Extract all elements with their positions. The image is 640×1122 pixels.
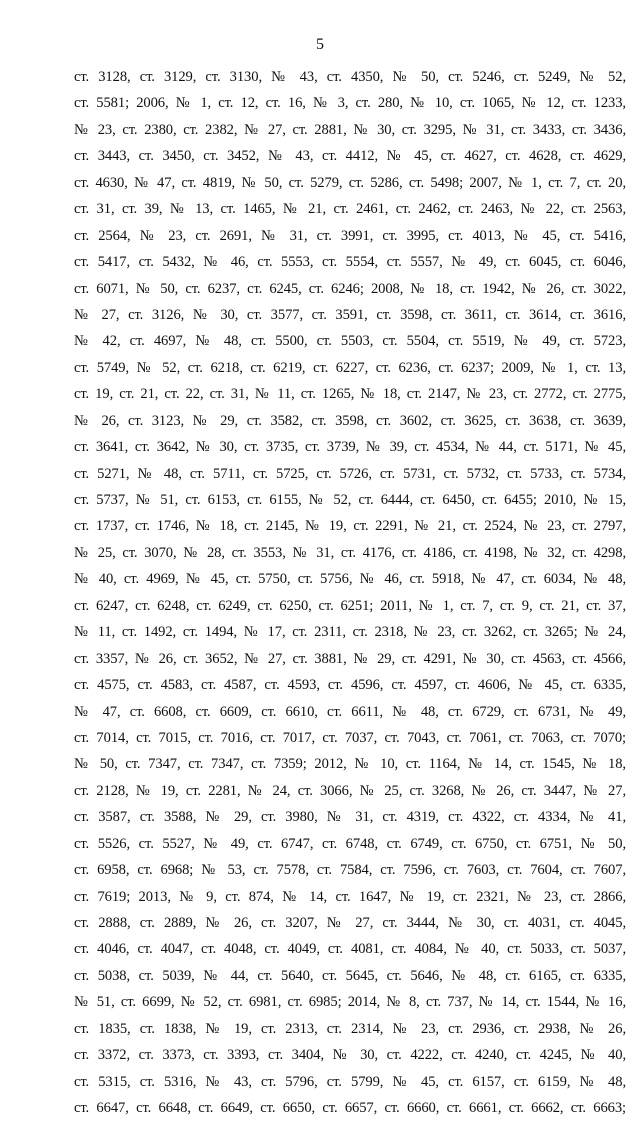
text-line: № 11, ст. 1492, ст. 1494, № 17, ст. 2311, ст. 2318, № 23, ст. 3262, ст. 3265; № 24, bbox=[74, 624, 626, 641]
text-line: ст. 3443, ст. 3450, ст. 3452, № 43, ст. 4412, № 45, ст. 4627, ст. 4628, ст. 4629, bbox=[74, 148, 626, 165]
text-line: ст. 7619; 2013, № 9, ст. 874, № 14, ст. 1647, № 19, ст. 2321, № 23, ст. 2866, bbox=[74, 888, 626, 905]
text-line: ст. 5749, № 52, ст. 6218, ст. 6219, ст. 6227, ст. 6236, ст. 6237; 2009, № 1, ст. 13, bbox=[74, 359, 626, 376]
text-line: № 27, ст. 3126, № 30, ст. 3577, ст. 3591, ст. 3598, ст. 3611, ст. 3614, ст. 3616, bbox=[74, 306, 626, 323]
text-line: ст. 5271, № 48, ст. 5711, ст. 5725, ст. 5726, ст. 5731, ст. 5732, ст. 5733, ст. 5734, bbox=[74, 465, 626, 482]
text-line: ст. 3357, № 26, ст. 3652, № 27, ст. 3881, № 29, ст. 4291, № 30, ст. 4563, ст. 4566, bbox=[74, 650, 626, 667]
text-line: № 47, ст. 6608, ст. 6609, ст. 6610, ст. 6611, № 48, ст. 6729, ст. 6731, № 49, bbox=[74, 703, 626, 720]
page-number: 5 bbox=[316, 36, 324, 53]
text-line: ст. 6958, ст. 6968; № 53, ст. 7578, ст. 7584, ст. 7596, ст. 7603, ст. 7604, ст. 7607, bbox=[74, 862, 626, 879]
text-line: ст. 31, ст. 39, № 13, ст. 1465, № 21, ст. 2461, ст. 2462, ст. 2463, № 22, ст. 2563, bbox=[74, 201, 626, 218]
text-line: ст. 6247, ст. 6248, ст. 6249, ст. 6250, ст. 6251; 2011, № 1, ст. 7, ст. 9, ст. 21, ст. 37, bbox=[74, 597, 626, 614]
text-line: № 26, ст. 3123, № 29, ст. 3582, ст. 3598, ст. 3602, ст. 3625, ст. 3638, ст. 3639, bbox=[74, 412, 626, 429]
body-text bbox=[74, 64, 626, 1122]
text-line: ст. 4575, ст. 4583, ст. 4587, ст. 4593, ст. 4596, ст. 4597, ст. 4606, № 45, ст. 6335, bbox=[74, 677, 626, 694]
text-line: ст. 5526, ст. 5527, № 49, ст. 6747, ст. 6748, ст. 6749, ст. 6750, ст. 6751, № 50, bbox=[74, 835, 626, 852]
text-line: ст. 19, ст. 21, ст. 22, ст. 31, № 11, ст. 1265, № 18, ст. 2147, № 23, ст. 2772, ст. 2775, bbox=[74, 386, 626, 403]
text-line: ст. 5737, № 51, ст. 6153, ст. 6155, № 52, ст. 6444, ст. 6450, ст. 6455; 2010, № 15, bbox=[74, 492, 626, 508]
text-line: ст. 3128, ст. 3129, ст. 3130, № 43, ст. 4350, № 50, ст. 5246, ст. 5249, № 52, bbox=[74, 69, 626, 85]
text-line: ст. 6071, № 50, ст. 6237, ст. 6245, ст. 6246; 2008, № 18, ст. 1942, № 26, ст. 3022, bbox=[74, 280, 626, 297]
text-line: ст. 3587, ст. 3588, № 29, ст. 3980, № 31, ст. 4319, ст. 4322, ст. 4334, № 41, bbox=[74, 809, 626, 826]
text-line: ст. 6647, ст. 6648, ст. 6649, ст. 6650, ст. 6657, ст. 6660, ст. 6661, ст. 6662, ст. 6663; bbox=[74, 1100, 626, 1117]
text-line: ст. 1835, ст. 1838, № 19, ст. 2313, ст. 2314, № 23, ст. 2936, ст. 2938, № 26, bbox=[74, 1020, 626, 1037]
text-line: № 51, ст. 6699, № 52, ст. 6981, ст. 6985; 2014, № 8, ст. 737, № 14, ст. 1544, № 16, bbox=[74, 994, 626, 1011]
text-line: ст. 2128, № 19, ст. 2281, № 24, ст. 3066, № 25, ст. 3268, № 26, ст. 3447, № 27, bbox=[74, 782, 626, 799]
text-line: № 40, ст. 4969, № 45, ст. 5750, ст. 5756, № 46, ст. 5918, № 47, ст. 6034, № 48, bbox=[74, 571, 626, 588]
text-line: ст. 4630, № 47, ст. 4819, № 50, ст. 5279, ст. 5286, ст. 5498; 2007, № 1, ст. 7, ст. 20, bbox=[74, 174, 626, 191]
text-line: № 23, ст. 2380, ст. 2382, № 27, ст. 2881, № 30, ст. 3295, № 31, ст. 3433, ст. 3436, bbox=[74, 121, 626, 138]
text-line: ст. 5581; 2006, № 1, ст. 12, ст. 16, № 3, ст. 280, № 10, ст. 1065, № 12, ст. 1233, bbox=[74, 95, 626, 112]
text-line: ст. 2564, № 23, ст. 2691, № 31, ст. 3991, ст. 3995, ст. 4013, № 45, ст. 5416, bbox=[74, 227, 626, 244]
text-line: ст. 1737, ст. 1746, № 18, ст. 2145, № 19, ст. 2291, № 21, ст. 2524, № 23, ст. 2797, bbox=[74, 518, 626, 535]
text-line: ст. 3641, ст. 3642, № 30, ст. 3735, ст. 3739, № 39, ст. 4534, № 44, ст. 5171, № 45, bbox=[74, 439, 626, 456]
text-line: ст. 2888, ст. 2889, № 26, ст. 3207, № 27, ст. 3444, № 30, ст. 4031, ст. 4045, bbox=[74, 915, 626, 931]
text-line: ст. 7014, ст. 7015, ст. 7016, ст. 7017, ст. 7037, ст. 7043, ст. 7061, ст. 7063, ст. 7070; bbox=[74, 729, 626, 746]
text-line: ст. 4046, ст. 4047, ст. 4048, ст. 4049, ст. 4081, ст. 4084, № 40, ст. 5033, ст. 5037, bbox=[74, 941, 626, 958]
text-line: № 25, ст. 3070, № 28, ст. 3553, № 31, ст. 4176, ст. 4186, ст. 4198, № 32, ст. 4298, bbox=[74, 544, 626, 561]
text-line: № 50, ст. 7347, ст. 7347, ст. 7359; 2012, № 10, ст. 1164, № 14, ст. 1545, № 18, bbox=[74, 756, 626, 773]
text-line: ст. 5417, ст. 5432, № 46, ст. 5553, ст. 5554, ст. 5557, № 49, ст. 6045, ст. 6046, bbox=[74, 254, 626, 271]
text-line: ст. 3372, ст. 3373, ст. 3393, ст. 3404, № 30, ст. 4222, ст. 4240, ст. 4245, № 40, bbox=[74, 1047, 626, 1064]
text-line: ст. 5315, ст. 5316, № 43, ст. 5796, ст. 5799, № 45, ст. 6157, ст. 6159, № 48, bbox=[74, 1073, 626, 1090]
text-line: № 42, ст. 4697, № 48, ст. 5500, ст. 5503, ст. 5504, ст. 5519, № 49, ст. 5723, bbox=[74, 333, 626, 350]
text-line: ст. 5038, ст. 5039, № 44, ст. 5640, ст. 5645, ст. 5646, № 48, ст. 6165, ст. 6335, bbox=[74, 967, 626, 984]
